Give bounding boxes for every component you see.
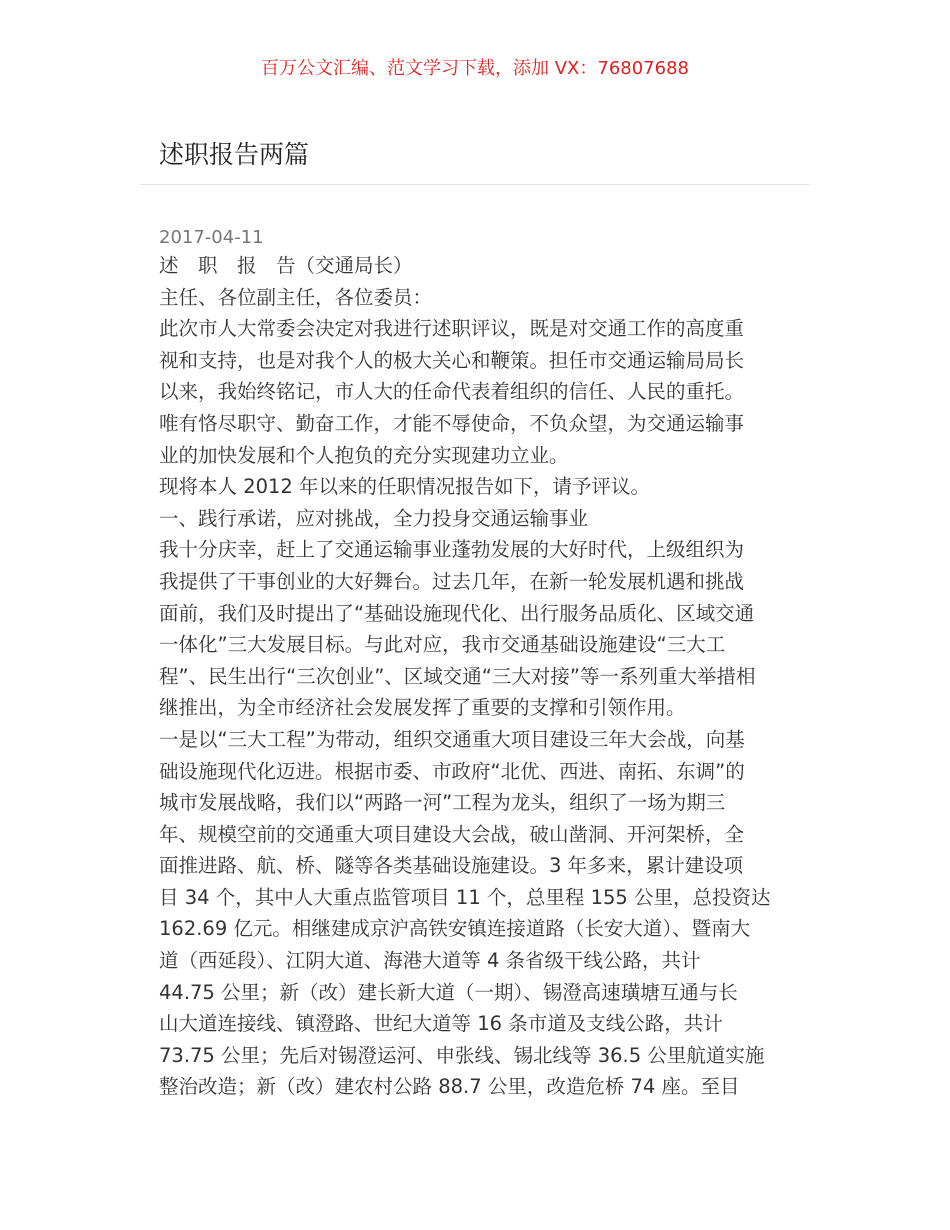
text-line: 162.69 亿元。相继建成京沪高铁安镇连接道路（长安大道）、暨南大 bbox=[159, 917, 751, 941]
text-line: 继推出，为全市经济社会发展发挥了重要的支撑和引领作用。 bbox=[159, 696, 686, 720]
section-heading: 一、践行承诺，应对挑战，全力投身交通运输事业 bbox=[159, 506, 589, 530]
text-line: 山大道连接线、镇澄路、世纪大道等 16 条市道及支线公路，共计 bbox=[159, 1012, 723, 1036]
text-line: 一体化”三大发展目标。与此对应，我市交通基础设施建设“三大工 bbox=[159, 633, 726, 657]
text-line: 以来，我始终铭记，市人大的任命代表着组织的信任、人民的重托。 bbox=[159, 380, 745, 404]
text-line: 此次市人大常委会决定对我进行述职评议，既是对交通工作的高度重 bbox=[159, 317, 745, 341]
header-banner: 百万公文汇编、范文学习下载，添加 VX：76807688 bbox=[261, 58, 689, 79]
article-body bbox=[159, 226, 791, 1103]
article-text bbox=[159, 250, 791, 1103]
text-line: 道（西延段）、江阴大道、海港大道等 4 条省级干线公路，共计 bbox=[159, 949, 701, 973]
text-line: 面前，我们及时提出了“基础设施现代化、出行服务品质化、区域交通 bbox=[159, 601, 755, 625]
text-line: 年、规模空前的交通重大项目建设大会战，破山凿洞、开河架桥，全 bbox=[159, 822, 745, 846]
text-line: 视和支持，也是对我个人的极大关心和鞭策。担任市交通运输局局长 bbox=[159, 348, 745, 372]
text-line: 目 34 个，其中人大重点监管项目 11 个，总里程 155 公里，总投资达 bbox=[159, 885, 771, 909]
text-line: 我提供了干事创业的大好舞台。过去几年，在新一轮发展机遇和挑战 bbox=[159, 569, 745, 593]
text-line: 整治改造；新（改）建农村公路 88.7 公里，改造危桥 74 座。至目 bbox=[159, 1075, 740, 1099]
text-line: 73.75 公里；先后对锡澄运河、申张线、锡北线等 36.5 公里航道实施 bbox=[159, 1043, 765, 1067]
text-line: 唯有恪尽职守、勤奋工作，才能不辱使命，不负众望，为交通运输事 bbox=[159, 411, 745, 435]
publish-date: 2017-04-11 bbox=[159, 227, 264, 248]
text-line: 程”、民生出行“三次创业”、区域交通“三大对接”等一系列重大举措相 bbox=[159, 664, 756, 688]
text-line: 城市发展战略，我们以“两路一河”工程为龙头，组织了一场为期三 bbox=[159, 791, 726, 815]
text-line: 一是以“三大工程”为带动，组织交通重大项目建设三年大会战，向基 bbox=[159, 727, 745, 751]
text-line: 述 职 报 告（交通局长） bbox=[159, 254, 413, 277]
text-line: 我十分庆幸，赶上了交通运输事业蓬勃发展的大好时代，上级组织为 bbox=[159, 538, 745, 562]
page-title: 述职报告两篇 bbox=[159, 140, 310, 169]
title-divider bbox=[140, 184, 810, 185]
text-line: 44.75 公里；新（改）建长新大道（一期）、锡澄高速璜塘互通与长 bbox=[159, 980, 738, 1004]
text-line: 主任、各位副主任，各位委员： bbox=[159, 285, 433, 309]
text-line: 础设施现代化迈进。根据市委、市政府“北优、西进、南拓、东调”的 bbox=[159, 759, 745, 783]
text-line: 面推进路、航、桥、隧等各类基础设施建设。3 年多来，累计建设项 bbox=[159, 854, 744, 878]
text-line: 业的加快发展和个人抱负的充分实现建功立业。 bbox=[159, 443, 569, 467]
text-line: 现将本人 2012 年以来的任职情况报告如下，请予评议。 bbox=[159, 475, 651, 499]
